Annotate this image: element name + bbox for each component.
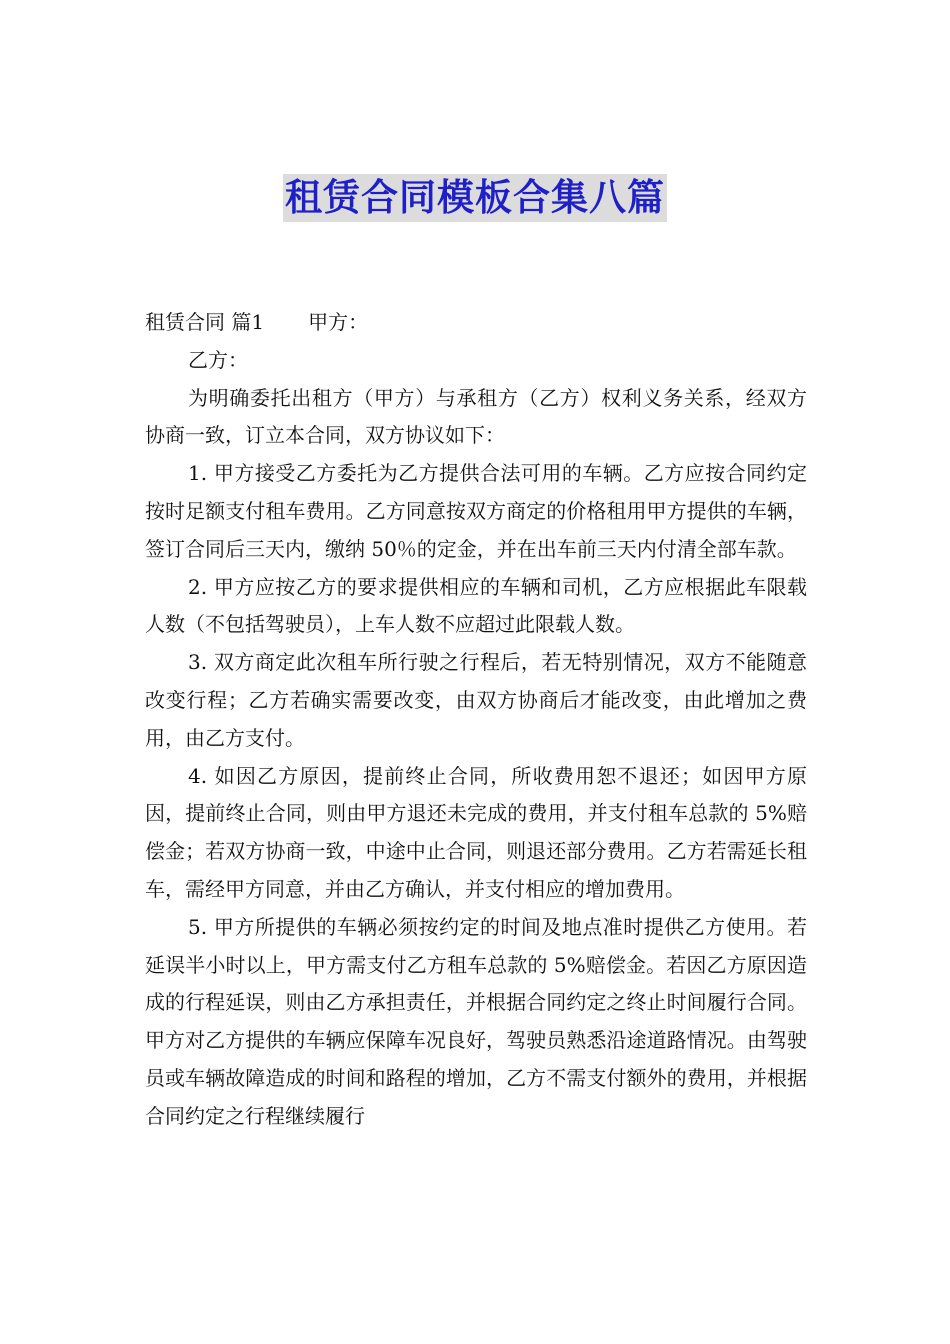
- clause-4: 4. 如因乙方原因，提前终止合同，所收费用恕不退还；如因甲方原因，提前终止合同，则由甲方退还未完成的费用，并支付租车总款的 5%赔偿金；若双方协商一致，中途中止合同，则退还部分费用。乙方若需延长租车，需经甲方同意，并由乙方确认，并支付相应的增加费用。: [145, 763, 807, 901]
- section-heading: 租赁合同 篇1: [145, 310, 265, 334]
- section-heading-line: [145, 304, 807, 342]
- document-body: [145, 304, 807, 1136]
- title-container: [0, 174, 950, 222]
- clause-1: 1. 甲方接受乙方委托为乙方提供合法可用的车辆。乙方应按合同约定按时足额支付租车费用。乙方同意按双方商定的价格租用甲方提供的车辆，签订合同后三天内，缴纳 50％的定金，并在出车前三天内付清全部车款。: [145, 461, 807, 561]
- clause-3: 3. 双方商定此次租车所行驶之行程后，若无特别情况，双方不能随意改变行程；乙方若确实需要改变，由双方协商后才能改变，由此增加之费用，由乙方支付。: [145, 650, 807, 750]
- intro-paragraph: 为明确委托出租方（甲方）与承租方（乙方）权利义务关系，经双方协商一致，订立本合同，双方协议如下：: [145, 385, 807, 448]
- clause-2: 2. 甲方应按乙方的要求提供相应的车辆和司机，乙方应根据此车限载人数（不包括驾驶员），上车人数不应超过此限载人数。: [145, 574, 807, 637]
- party-b-label: 乙方：: [188, 347, 248, 372]
- document-title: 租赁合同模板合集八篇: [283, 174, 667, 222]
- party-a-label: 甲方：: [308, 310, 369, 334]
- clause-5: 5. 甲方所提供的车辆必须按约定的时间及地点准时提供乙方使用。若延误半小时以上，甲方需支付乙方租车总款的 5%赔偿金。若因乙方原因造成的行程延误，则由乙方承担责任，并根据合同约定之终止时间履行合同。甲方对乙方提供的车辆应保障车况良好，驾驶员熟悉沿途道路情况。由驾驶员或车辆故障造成的时间和路程的增加，乙方不需支付额外的费用，并根据合同约定之行程继续履行: [145, 914, 807, 1128]
